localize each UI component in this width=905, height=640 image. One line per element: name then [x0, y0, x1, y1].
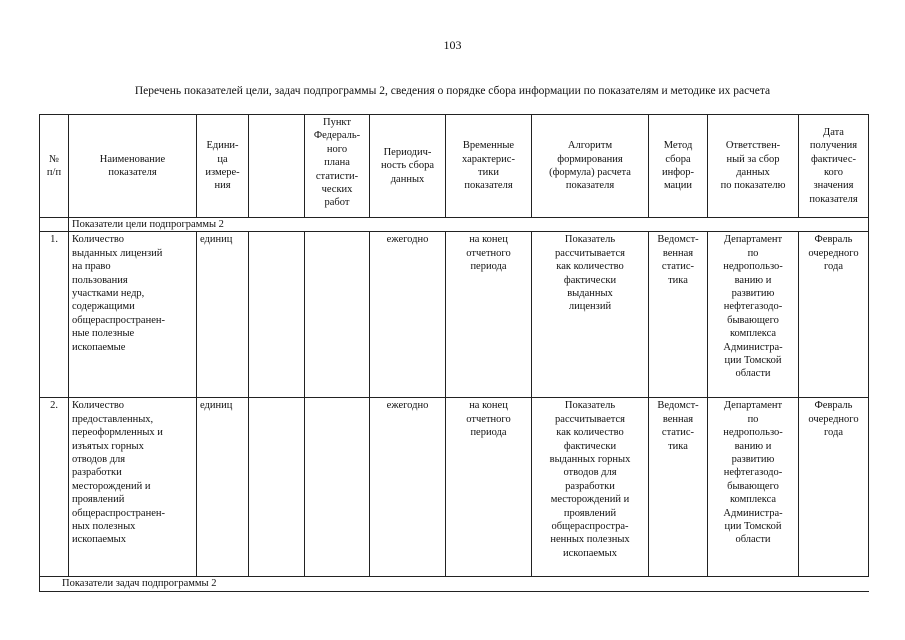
document-title: Перечень показателей цели, задач подпрограммы 2, сведения о порядке сбора информации по показателям и методике их расчета	[134, 85, 771, 97]
header-fed-plan: Пункт Федераль- ного плана статисти- ческих работ	[305, 115, 370, 218]
section-spacer	[40, 218, 69, 232]
header-date: Дата получения фактичес- кого значения показателя	[799, 115, 869, 218]
table-header-row	[40, 115, 869, 218]
section-goal-label: Показатели цели подпрограммы 2	[69, 218, 869, 232]
row-name: Количество выданных лицензий на право пользования участками недр, содержащими общераспространен- ные полезные ископаемые	[69, 232, 197, 398]
section-row-tasks	[40, 577, 869, 591]
row-algorithm: Показатель рассчитывается как количество фактически выданных горных отводов для разработки месторождений и проявлений общераспростра- ненных полезных ископаемых	[532, 398, 649, 577]
header-blank	[249, 115, 305, 218]
header-time: Временные характерис- тики показателя	[446, 115, 532, 218]
row-responsible: Департамент по недропользо- ванию и развитию нефтегазодо- бывающего комплекса Администра- ции Томской области	[708, 398, 799, 577]
row-unit: единиц	[197, 398, 249, 577]
header-period: Периодич- ность сбора данных	[370, 115, 446, 218]
row-method: Ведомст- венная статис- тика	[649, 232, 708, 398]
row-blank	[249, 232, 305, 398]
header-unit: Едини- ца измере- ния	[197, 115, 249, 218]
table-row	[40, 398, 869, 577]
row-num: 2.	[40, 398, 69, 577]
row-date: Февраль очередного года	[799, 398, 869, 577]
table-row	[40, 232, 869, 398]
header-algorithm: Алгоритм формирования (формула) расчета показателя	[532, 115, 649, 218]
page-number: 103	[443, 38, 462, 52]
row-time: на конец отчетного периода	[446, 232, 532, 398]
header-method: Метод сбора инфор- мации	[649, 115, 708, 218]
row-num: 1.	[40, 232, 69, 398]
row-period: ежегодно	[370, 232, 446, 398]
section-tasks-label: Показатели задач подпрограммы 2	[40, 577, 869, 591]
indicators-table	[39, 114, 869, 592]
section-row-goal	[40, 218, 869, 232]
row-period: ежегодно	[370, 398, 446, 577]
row-time: на конец отчетного периода	[446, 398, 532, 577]
header-num: № п/п	[40, 115, 69, 218]
header-responsible: Ответствен- ный за сбор данных по показателю	[708, 115, 799, 218]
row-algorithm: Показатель рассчитывается как количество фактически выданных лицензий	[532, 232, 649, 398]
row-responsible: Департамент по недропользо- ванию и развитию нефтегазодо- бывающего комплекса Администра- ции Томской области	[708, 232, 799, 398]
row-fed-plan	[305, 232, 370, 398]
row-name: Количество предоставленных, переоформленных и изъятых горных отводов для разработки месторождений и проявлений общераспространен- ных полезных ископаемых	[69, 398, 197, 577]
row-fed-plan	[305, 398, 370, 577]
row-blank	[249, 398, 305, 577]
row-method: Ведомст- венная статис- тика	[649, 398, 708, 577]
row-date: Февраль очередного года	[799, 232, 869, 398]
row-unit: единиц	[197, 232, 249, 398]
header-name: Наименование показателя	[69, 115, 197, 218]
